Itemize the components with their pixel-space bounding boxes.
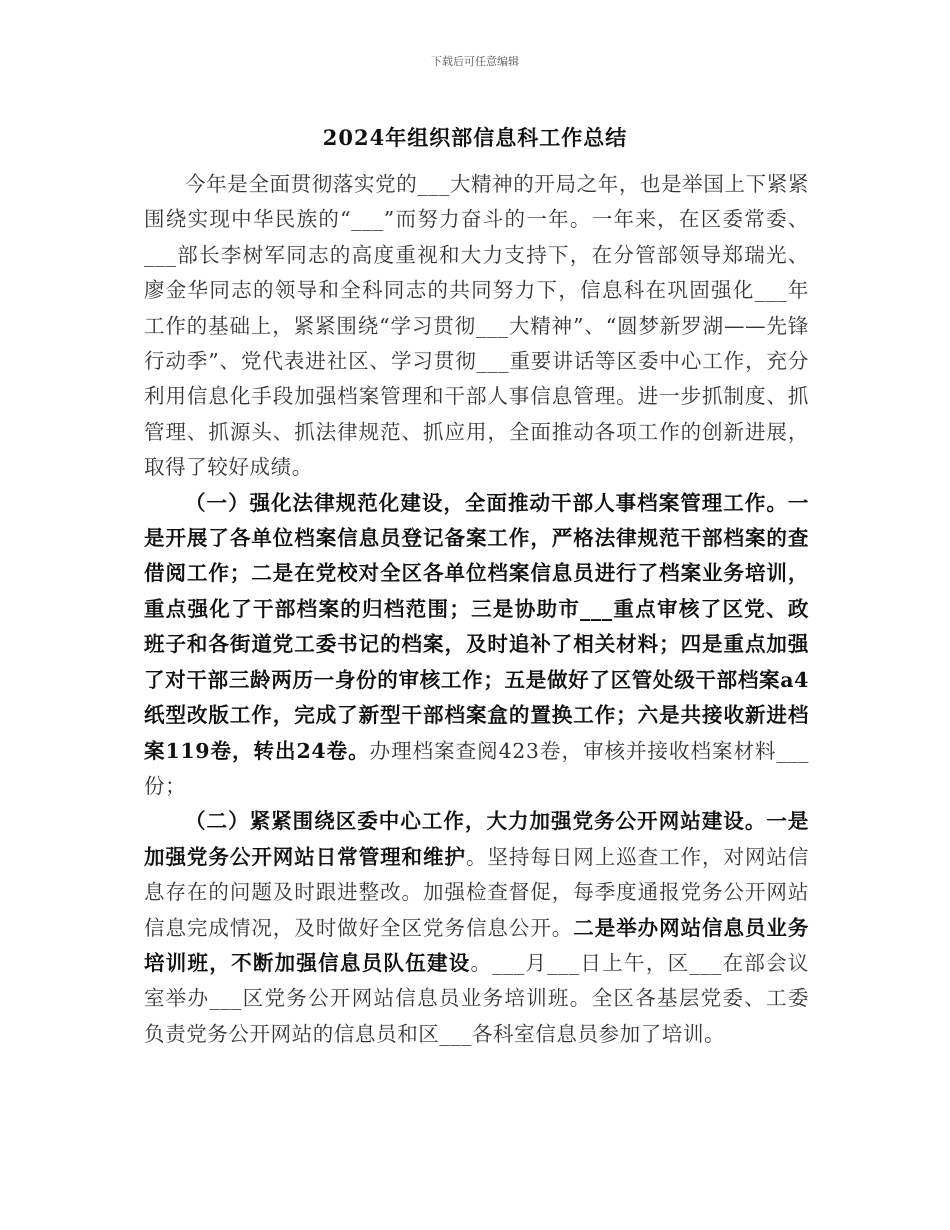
section-2-normal-text-2: 。___月___日上午，区___在部会议室举办___区党务公开网站信息员业务培训班。全区各基层党委、工委负责党务公开网站的信息员和区___各科室信息员参加了培训。: [144, 950, 810, 1046]
section-2-bold-text-1: （二）紧紧围绕区委中心工作，大力加强党务公开网站建设。一是加强党务公开网站日常管理和维护: [144, 809, 809, 869]
document-title: 2024年组织部信息科工作总结: [322, 125, 628, 150]
header-note: 下载后可任意编辑: [431, 55, 519, 68]
section-2-bold-text-2: 二是举办网站信息员业务培训班，不断加强信息员队伍建设: [144, 915, 809, 975]
paragraph-intro-text: 今年是全面贯彻落实党的___大精神的开局之年，也是举国上下紧紧围绕实现中华民族的“___”而努力奋斗的一年。一年来，在区委常委、___部长李树军同志的高度重视和大力支持下，在分管部领导郑瑞光、廖金华同志的领导和全科同志的共同努力下，信息科在巩固强化___年工作的基础上，紧紧围绕“学习贯彻___大精神”、“圆梦新罗湖——先锋行动季”、党代表进社区、学习贯彻___重要讲话等区委中心工作，充分利用信息化手段加强档案管理和干部人事信息管理。进一步抓制度、抓管理、抓源头、抓法律规范、抓应用，全面推动各项工作的创新进展，取得了较好成绩。: [144, 172, 809, 480]
document-body: [144, 167, 809, 1052]
paragraph-section-2: [144, 804, 809, 1052]
paragraph-section-1: [144, 486, 809, 805]
section-1-bold-text: （一）强化法律规范化建设，全面推动干部人事档案管理工作。一是开展了各单位档案信息员登记备案工作，严格法律规范干部档案的查借阅工作；二是在党校对全区各单位档案信息员进行了档案业务培训，重点强化了干部档案的归档范围；三是协助市___重点审核了区党、政班子和各街道党工委书记的档案，及时追补了相关材料；四是重点加强了对干部三龄两历一身份的审核工作；五是做好了区管处级干部档案a4纸型改版工作，完成了新型干部档案盒的置换工作；六是共接收新进档案119卷，转出24卷。: [144, 490, 809, 763]
section-1-normal-text: 办理档案查阅423卷，审核并接收档案材料___份；: [144, 738, 809, 798]
paragraph-intro: [144, 167, 809, 486]
section-2-normal-text-1: 。坚持每日网上巡查工作，对网站信息存在的问题及时跟进整改。加强检查督促，每季度通报党务公开网站信息完成情况，及时做好全区党务信息公开。: [144, 844, 809, 940]
